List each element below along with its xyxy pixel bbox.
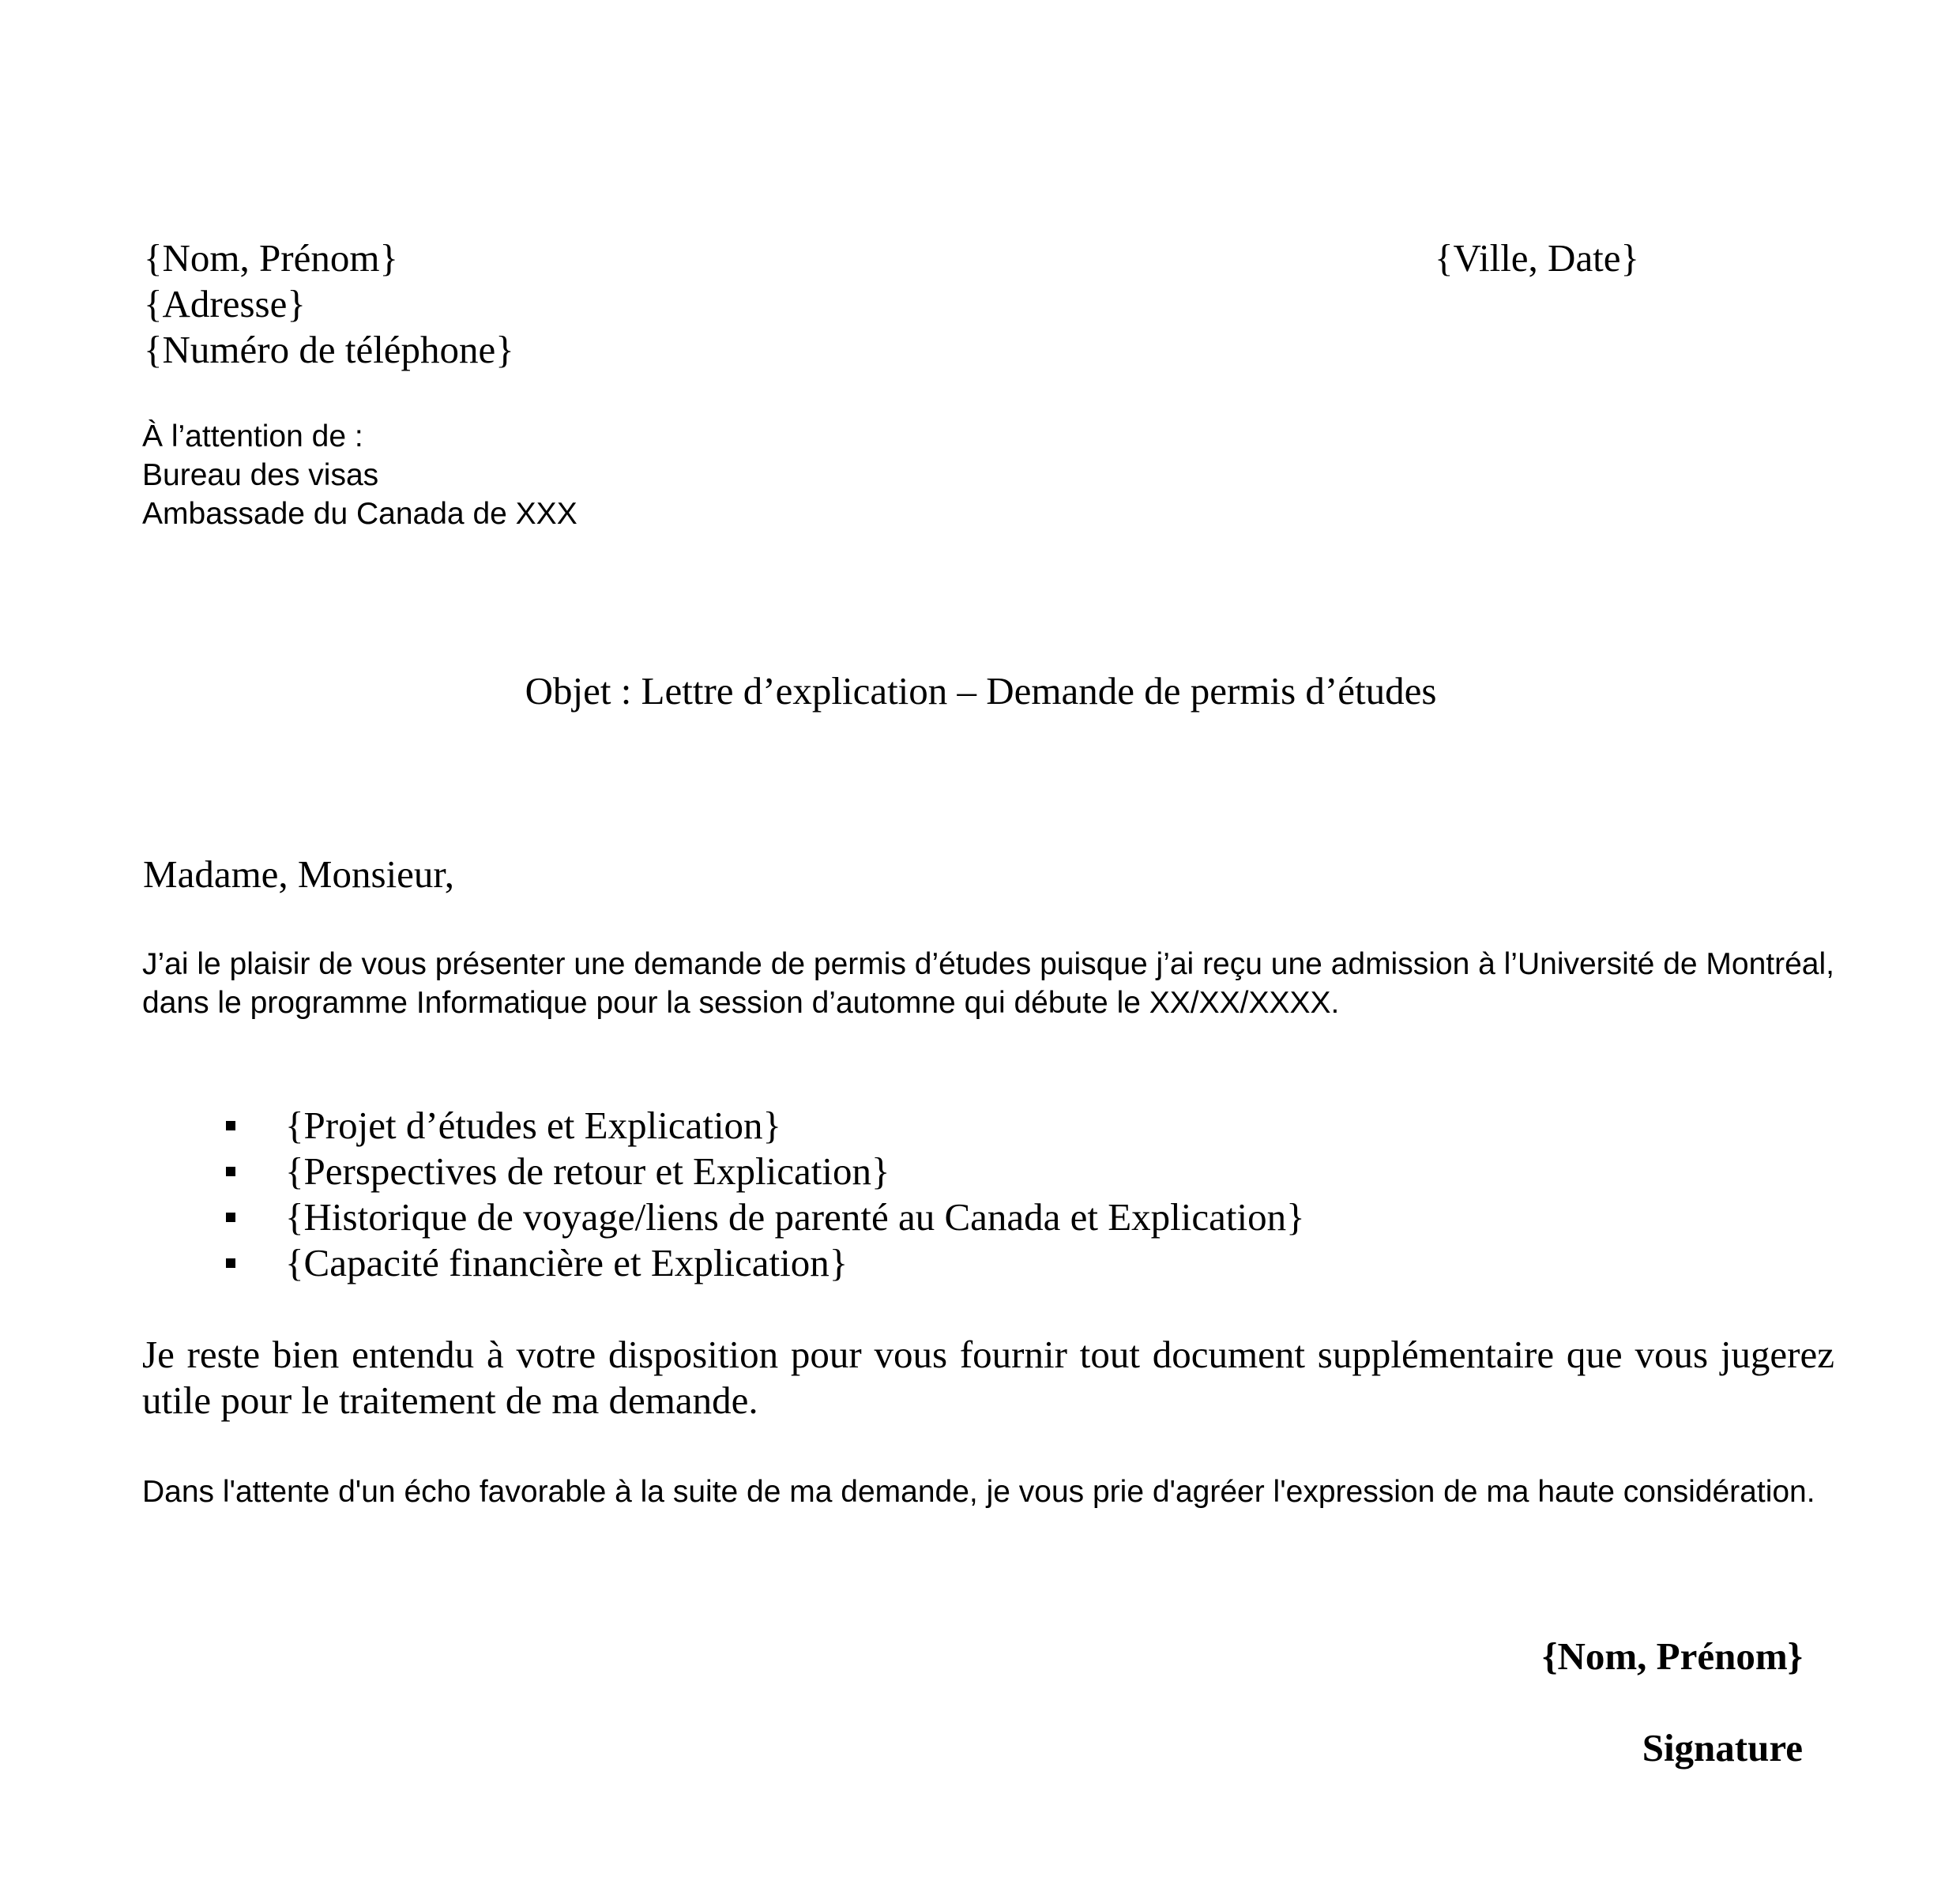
recipient-attention: À l’attention de : xyxy=(142,419,363,453)
subject-line xyxy=(0,668,1960,714)
salutation: Madame, Monsieur, xyxy=(143,852,455,896)
subject-text: Objet : Lettre d’explication – Demande de permis d’études xyxy=(525,669,1437,713)
square-bullet-icon xyxy=(226,1258,235,1268)
signature-name: {Nom, Prénom} xyxy=(1542,1634,1803,1678)
list-item xyxy=(224,1149,1646,1194)
square-bullet-icon xyxy=(226,1213,235,1222)
closing-paragraph: Dans l'attente d'un écho favorable à la suite de ma demande, je vous prie d'agréer l'expression de ma haute considération. xyxy=(142,1475,1815,1509)
recipient-embassy: Ambassade du Canada de XXX xyxy=(142,497,577,531)
list-item-text: {Historique de voyage/liens de parenté au Canada et Explication} xyxy=(285,1195,1305,1239)
sender-address: {Adresse} xyxy=(144,282,306,325)
square-bullet-icon xyxy=(226,1121,235,1130)
square-bullet-icon xyxy=(226,1167,235,1176)
signature-label: Signature xyxy=(1642,1726,1803,1770)
list-item xyxy=(224,1103,1646,1149)
recipient-office: Bureau des visas xyxy=(142,458,379,492)
sender-block xyxy=(144,235,514,373)
list-item-text: {Perspectives de retour et Explication} xyxy=(285,1149,890,1193)
intro-paragraph: J’ai le plaisir de vous présenter une demande de permis d’études puisque j’ai reçu une admission à l’Université de Montréal, dans le programme Informatique pour la session d’automne qui débute le XX/XX/XXXX. xyxy=(142,947,1834,1020)
sender-name: {Nom, Prénom} xyxy=(144,236,398,280)
availability-paragraph: Je reste bien entendu à votre disposition pour vous fournir tout document supplémentaire que vous jugerez utile pour le traitement de ma demande. xyxy=(142,1333,1834,1422)
bullet-list xyxy=(224,1103,1646,1286)
city-date: {Ville, Date} xyxy=(1435,236,1640,280)
sender-phone: {Numéro de téléphone} xyxy=(144,328,514,371)
list-item-text: {Projet d’études et Explication} xyxy=(285,1104,782,1147)
list-item xyxy=(224,1194,1646,1240)
list-item-text: {Capacité financière et Explication} xyxy=(285,1241,848,1284)
list-item xyxy=(224,1240,1646,1286)
recipient-block xyxy=(142,417,577,533)
